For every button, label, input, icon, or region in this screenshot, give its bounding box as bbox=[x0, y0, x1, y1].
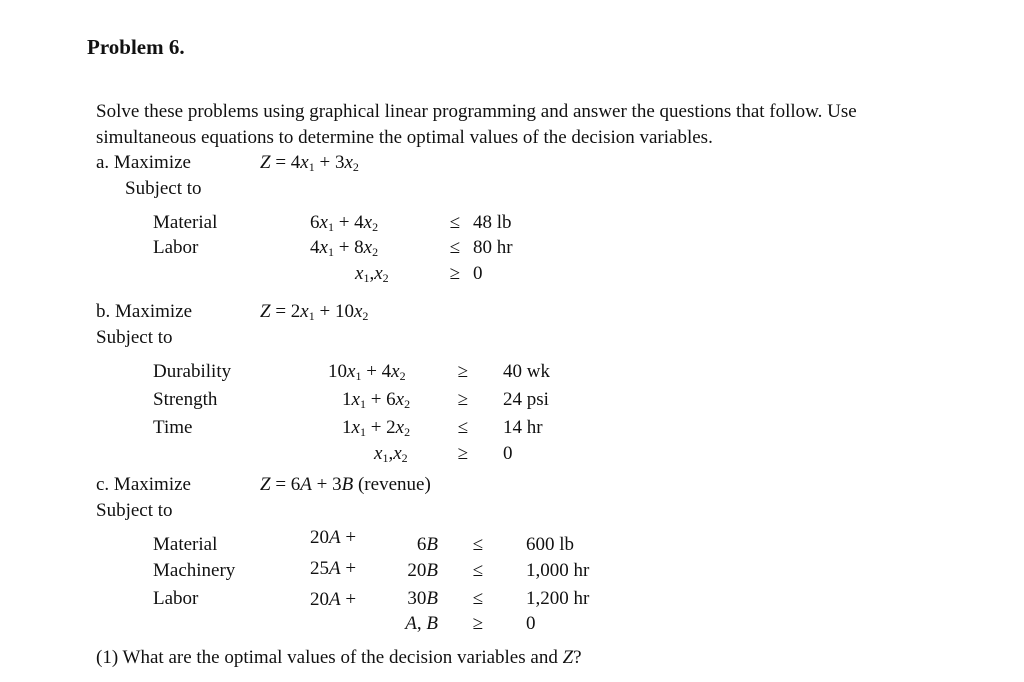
part-c-constraint-op: ≤ bbox=[472, 560, 484, 581]
part-c-constraint-op: ≤ bbox=[472, 588, 484, 609]
part-a-subject-to: Subject to bbox=[125, 178, 202, 199]
part-a-constraint-op: ≤ bbox=[449, 212, 461, 233]
part-a-constraint-lhs: $6x_1 + 4x_2$ bbox=[310, 212, 379, 234]
part-c-constraint-op: ≤ bbox=[472, 534, 484, 555]
part-c-constraint-rhs: 1,200 hr bbox=[526, 588, 590, 609]
part-c-nonnegativity-rhs: 0 bbox=[526, 613, 536, 634]
part-c-nonnegativity-op: ≥ bbox=[472, 613, 484, 634]
part-b-constraint-name: Time bbox=[153, 417, 193, 438]
part-b-constraint-lhs: $1x_1 + 6x_2$ bbox=[342, 389, 411, 411]
part-a-objective: $Z = 4x_1 + 3x_2$ bbox=[260, 152, 359, 174]
part-c-label: c. Maximize bbox=[96, 474, 191, 495]
part-c-constraint-lhs-a: 20A + bbox=[310, 527, 357, 548]
part-b-objective: $Z = 2x_1 + 10x_2$ bbox=[260, 301, 369, 323]
part-a-constraint-rhs: 80 hr bbox=[473, 237, 513, 258]
part-c-constraint-rhs: 1,000 hr bbox=[526, 560, 590, 581]
intro-line-1: Solve these problems using graphical linear programming and answer the questions that follow. Use bbox=[96, 101, 857, 122]
part-c-constraint-lhs-a: 20A + bbox=[310, 589, 357, 610]
part-a-constraint-name: Labor bbox=[153, 237, 199, 258]
part-a-nonnegativity-op: ≥ bbox=[449, 263, 461, 284]
part-b-constraint-name: Strength bbox=[153, 389, 218, 410]
part-a-constraint-rhs: 48 lb bbox=[473, 212, 512, 233]
part-b-constraint-op: ≥ bbox=[457, 361, 469, 382]
part-a-nonnegativity-rhs: 0 bbox=[473, 263, 483, 284]
part-b-constraint-op: ≥ bbox=[457, 389, 469, 410]
part-c-constraint-rhs: 600 lb bbox=[526, 534, 575, 555]
part-b-constraint-rhs: 24 psi bbox=[503, 389, 549, 410]
part-c-constraint-lhs-a: 25A + bbox=[310, 558, 357, 579]
part-c-constraint-lhs-b: 6B bbox=[416, 534, 438, 555]
part-c-constraint-name: Labor bbox=[153, 588, 199, 609]
part-a-nonnegativity-lhs: $x_1,x_2$ bbox=[355, 263, 389, 285]
part-b-subject-to: Subject to bbox=[96, 327, 173, 348]
part-c-nonnegativity-lhs: A, B bbox=[405, 613, 438, 634]
part-b-constraint-op: ≤ bbox=[457, 417, 469, 438]
part-c-objective: Z = 6A + 3B (revenue) bbox=[260, 474, 431, 495]
part-b-constraint-lhs: $1x_1 + 2x_2$ bbox=[342, 417, 411, 439]
part-c-constraint-lhs-b: 30B bbox=[407, 588, 438, 609]
part-c-subject-to: Subject to bbox=[96, 500, 173, 521]
part-a-constraint-name: Material bbox=[153, 212, 218, 233]
part-a-label: a. Maximize bbox=[96, 152, 191, 173]
question-text: (1) What are the optimal values of the decision variables and Z? bbox=[96, 647, 582, 668]
part-b-constraint-lhs: $10x_1 + 4x_2$ bbox=[328, 361, 406, 383]
part-b-constraint-rhs: 14 hr bbox=[503, 417, 543, 438]
part-a-constraint-op: ≤ bbox=[449, 237, 461, 258]
intro-line-2: simultaneous equations to determine the optimal values of the decision variables. bbox=[96, 127, 713, 148]
part-b-constraint-rhs: 40 wk bbox=[503, 361, 550, 382]
part-b-constraint-name: Durability bbox=[153, 361, 232, 382]
part-c-constraint-lhs-b: 20B bbox=[407, 560, 438, 581]
part-c-constraint-name: Material bbox=[153, 534, 218, 555]
part-a-constraint-lhs: $4x_1 + 8x_2$ bbox=[310, 237, 379, 259]
part-b-label: b. Maximize bbox=[96, 301, 193, 322]
part-c-constraint-name: Machinery bbox=[153, 560, 236, 581]
part-b-nonnegativity-rhs: 0 bbox=[503, 443, 513, 464]
problem-title: Problem 6. bbox=[87, 35, 185, 59]
part-b-nonnegativity-lhs: $x_1,x_2$ bbox=[374, 443, 408, 465]
part-b-nonnegativity-op: ≥ bbox=[457, 443, 469, 464]
